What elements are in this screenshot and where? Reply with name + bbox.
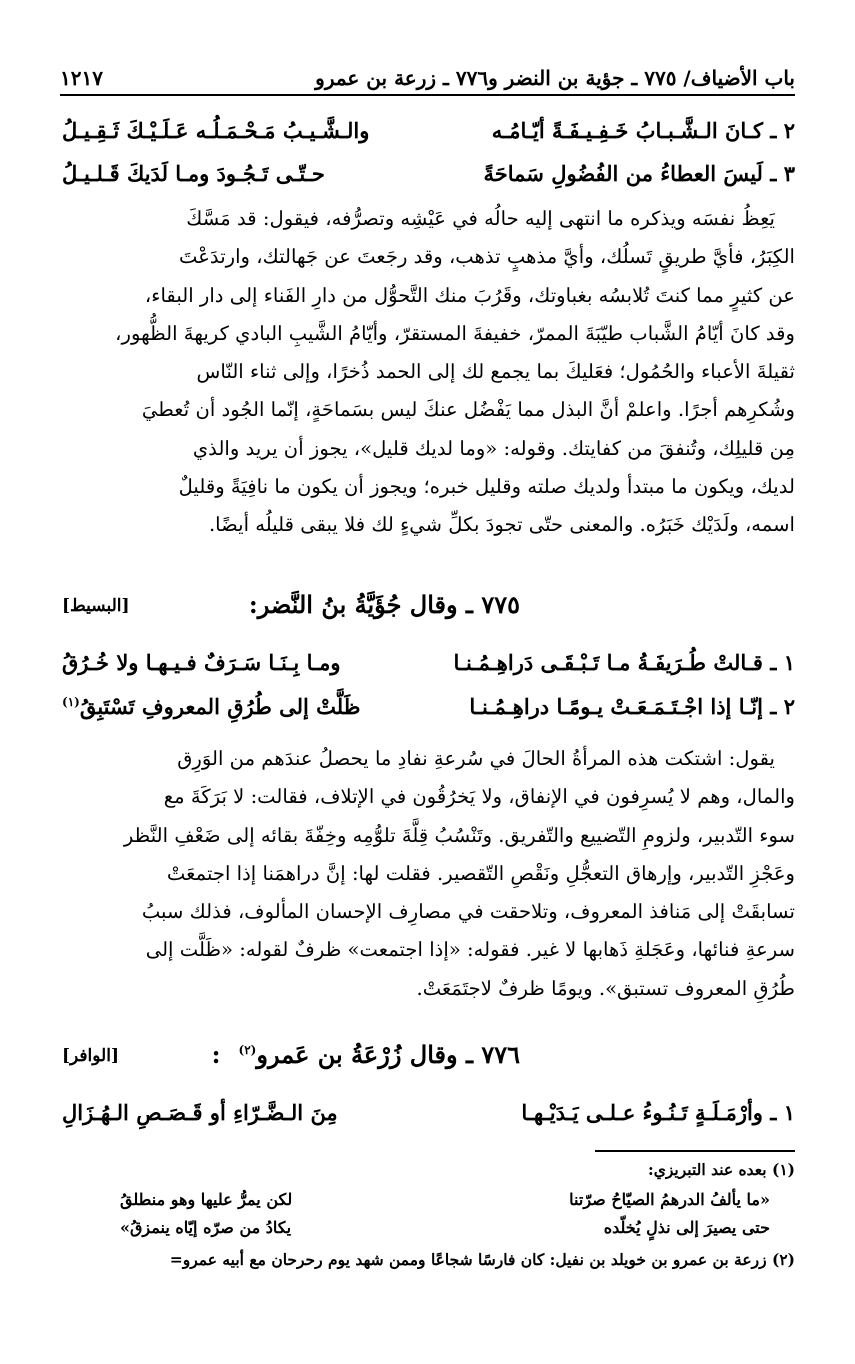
- prose-line: يَعِظُ نفسَه ويذكره ما انتهى إليه حالُه في عَيْشِه وتصرُّفه، فيقول: قد مَسَّكَ: [186, 207, 775, 230]
- verse-first-hemistich: ٢ ـ كـانَ الـشَّـبـابُ خَـفِـيـفَـةً أيّـامُـه: [491, 117, 795, 143]
- poem-heading-775: [62, 590, 795, 632]
- verse-line: [62, 112, 795, 148]
- prose-line: الكِبَرُ، فأيَّ طريقٍ تَسلُك، وأيَّ مذهبٍ تذهب، وقد رجَعتَ عن جَهالتك، وارتدَعْتَ: [178, 245, 795, 269]
- verse-first-hemistich: ٢ ـ إنّـا إذا اجْـتَـمَـعَـتْ يـومًـا دراهِـمُـنـا: [469, 693, 795, 719]
- verse-line: [62, 155, 795, 191]
- footnote-separator: [595, 1150, 795, 1152]
- verse-second-hemistich: مِنَ الـضَّـرّاءِ أو قَـصَـصِ الـهُـزَالِ: [62, 1099, 338, 1125]
- verse-second-hemistich: لكن يمرُّ عليها وهو منطلقُ: [120, 1190, 293, 1209]
- verse-second-hemistich: ومـا بِـنَـا سَـرَفٌ فـيـهـا ولا خُـرُقُ: [62, 649, 341, 675]
- footnote-2: (٢) زرعة بن عمرو بن خويلد بن نفيل: كان فارسًا شجاعًا وممن شهد يوم رحرحان مع أبيه عمرو=: [169, 1250, 795, 1269]
- verse-second-hemistich: يكادُ من صرّه إيّاه ينمزقُ»: [120, 1218, 292, 1237]
- page-number: ١٢١٧: [60, 66, 103, 90]
- verse-second-hemistich: [62, 694, 360, 719]
- prose-line: مِن قليلِك، وتُنفقَ من كفايتك. وقوله: «وما لديك قليل»، يجوز أن يريد والذي: [192, 436, 795, 460]
- poem-title-text: ٧٧٦ ـ وقال زُرْعَةُ بن عَمرو: [256, 1040, 520, 1069]
- footnote-marker: (٢): [238, 1043, 257, 1057]
- prose-line: سوء التّدبير، ولزومِ التّضييع والتّفريق. وتَنْسُبُ قِلَّةَ تلوُّمِه وخِفّةَ بقائه إلى ضَعْفِ النَّظر: [123, 823, 795, 847]
- verse-first-hemistich: حتى يصيرَ إلى نذلٍ يُخلّده: [603, 1218, 770, 1237]
- verse-line: [62, 688, 795, 724]
- prose-line: تسابقَتْ إلى مَنافذ المعروف، وتلاحقت في مصارِف الإحسان المألوف، فذلك سببُ: [141, 900, 795, 924]
- verse-line: [62, 644, 795, 680]
- verse-text: ظَلَّتْ إلى طُرُقِ المعروفِ تَسْتَبِقُ: [79, 693, 361, 719]
- prose-line: عن كثيرٍ مما كنتَ تُلابسُه بغباوتك، وقَرُبَ منك التَّحوُّل من دارِ الفَناء إلى دار البقاء،: [144, 283, 795, 307]
- prose-line: والمال، وهم لا يُسرِفون في الإنفاق، ولا يَخرُقُون في الإتلاف، فقالت: لا بَرَكَةَ مع: [163, 785, 795, 809]
- commentary-paragraph: [62, 200, 795, 545]
- footnote-marker: (١): [62, 694, 80, 709]
- meter-label: [الوافر]: [62, 1046, 120, 1066]
- footnote-1-intro: (١) بعده عند التبريزي:: [648, 1160, 795, 1179]
- prose-line: وقد كانَ أيّامُ الشَّباب طيّبَةَ الممرّ، خفيفةَ المستقرّ، وأيّامُ الشَّيبِ البادي كريهةَ الظُّهور،: [115, 321, 795, 345]
- prose-line: لديك، ويكون ما مبتدأ ولديك صلته وقليل خبره؛ ويجوز أن يكون ما نافِيَةً وقليلٌ: [178, 475, 795, 499]
- verse-second-hemistich: حـتّـى تَـجُـودَ ومـا لَدَيكَ قَـلـيـلُ: [62, 160, 325, 186]
- prose-line: ثقيلةَ الأعباء والحُمُول؛ فعَليكَ بما يجمع لك إلى الحمد ذُخرًا، وإلى ثناء النّاس: [196, 360, 795, 384]
- commentary-paragraph: [62, 740, 795, 1008]
- poem-heading-776: [62, 1040, 795, 1082]
- poem-title: [212, 1040, 520, 1069]
- prose-line: اسمه، ولَدَيْك خَبَرُه. والمعنى حتّى تجودَ بكلِّ شيءٍ لك فلا يبقى قليلُه أيضًا.: [208, 513, 795, 537]
- meter-label: [البسيط]: [62, 596, 130, 616]
- footnote-verse: [120, 1218, 770, 1244]
- chapter-heading: باب الأضياف/ ٧٧٥ ـ جؤية بن النضر و٧٧٦ ـ زرعة بن عمرو: [315, 66, 795, 90]
- prose-line: وشُكرِهم أجرًا. واعلمْ أنَّ البذل مما يَفْضُل عنكَ ليس بسَماحَةٍ، إنّما الجُود أن تُعطيَ: [141, 398, 795, 422]
- title-colon: :: [211, 1040, 221, 1069]
- poem-title: ٧٧٥ ـ وقال جُؤَيَّةُ بنُ النَّضر:: [248, 590, 520, 619]
- verse-first-hemistich: «ما يألفُ الدرهمُ الصيّاحُ صرّتنا: [569, 1190, 770, 1209]
- running-head: [60, 58, 795, 96]
- verse-first-hemistich: ١ ـ وأرْمَـلَـةٍ تَـنُـوءُ عـلـى يَـدَيْـهـا: [521, 1099, 795, 1125]
- verse-line: [62, 1094, 795, 1130]
- footnote-verse: [120, 1190, 770, 1216]
- prose-line: يقول: اشتكت هذه المرأةُ الحالَ في سُرعةِ نفادِ ما يحصلُ عندَهم من الوَرِق: [177, 747, 775, 770]
- prose-line: وعَجْزِ التّدبير، وإرهاق التعجُّلِ ونَقْصِ التّقصير. فقلت لها: إنَّ دراهمَنا إذا اجتمعَتْ: [166, 861, 795, 885]
- verse-second-hemistich: والـشَّـيـبُ مَـحْـمَـلُـه عَـلَـيْـكَ ثَـقِـيـلُ: [62, 117, 370, 143]
- verse-first-hemistich: ٣ ـ لَيسَ العطاءُ من الفُضُولِ سَماحَةً: [483, 160, 795, 186]
- prose-line: سرعةِ فنائها، وعَجَلةِ ذَهابها لا غير. فقوله: «إذا اجتمعت» ظرفٌ لقوله: «ظَلَّت إلى: [145, 938, 795, 962]
- prose-line: طُرُقِ المعروف تستبق». ويومًا ظرفٌ لاجتَمَعَتْ.: [416, 976, 795, 1000]
- verse-first-hemistich: ١ ـ قـالتْ طُـرَيفَـةُ مـا تَـبْـقَـى دَراهِـمُـنـا: [453, 649, 795, 675]
